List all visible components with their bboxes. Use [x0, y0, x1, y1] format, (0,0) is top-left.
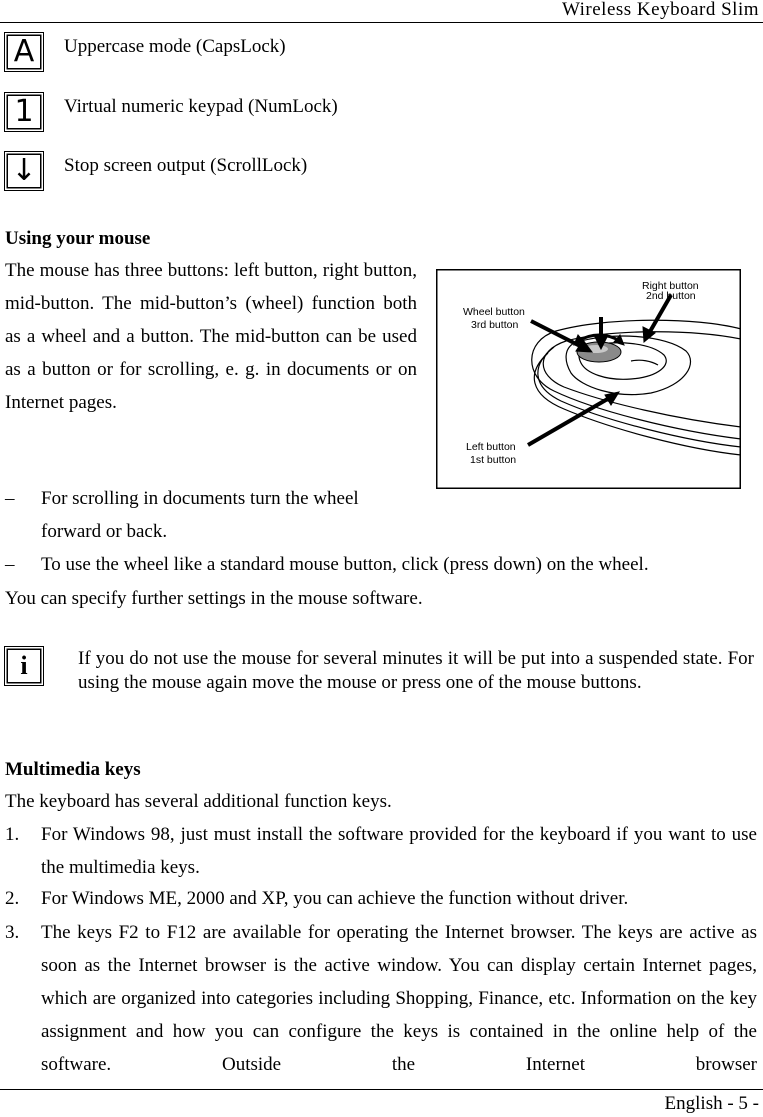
info-icon: i: [4, 646, 44, 686]
bullet-text-line: forward or back.: [41, 521, 168, 542]
list-item-text: For Windows ME, 2000 and XP, you can achieve the function without driver.: [41, 888, 629, 909]
label-right-button: Right button: [642, 280, 699, 292]
list-item-number: 3.: [5, 922, 20, 943]
mouse-software-note: You can specify further settings in the mouse software.: [5, 588, 423, 609]
numlock-label: Virtual numeric keypad (NumLock): [64, 96, 338, 117]
suspend-note: If you do not use the mouse for several minutes it will be put into a suspended state. For using the mouse again move the mouse or press one of the mouse buttons.: [78, 648, 754, 693]
bullet-dash: –: [5, 488, 15, 509]
scrolllock-key-icon: ↓: [4, 151, 44, 191]
scrolllock-label: Stop screen output (ScrollLock): [64, 155, 308, 176]
label-1st-button: 1st button: [470, 454, 517, 466]
list-item-text: For Windows 98, just must install the software provided for the keyboard if you want to use the multimedia keys.: [41, 824, 757, 878]
footer-rule: [0, 1089, 763, 1090]
page-header-title: Wireless Keyboard Slim: [561, 0, 759, 20]
numlock-key-icon: 1: [4, 92, 44, 132]
list-item-text: The keys F2 to F12 are available for operating the Internet browser. The keys are active as soon as the Internet browser is the active window. You can display certain Internet pages, which are organized into categories including Shopping, Finance, etc. Information on the key assignment and how you can configure the keys is contained in the online help of the software. Outside the Internet browser: [41, 922, 757, 1075]
header-rule: [0, 22, 763, 23]
page-number: English - 5 -: [664, 1093, 759, 1114]
bullet-scrolling: [5, 482, 425, 548]
bullet-text-line: For scrolling in documents turn the wheel: [41, 488, 359, 509]
multimedia-intro: The keyboard has several additional function keys.: [5, 791, 392, 812]
mouse-diagram: [436, 269, 741, 489]
capslock-key-icon: A: [4, 32, 44, 72]
label-2nd-button: 2nd button: [646, 290, 696, 302]
label-3rd-button: 3rd button: [471, 319, 519, 331]
bullet-wheel-click: [5, 548, 755, 581]
multimedia-section-heading: Multimedia keys: [5, 759, 141, 780]
list-item-number: 2.: [5, 888, 20, 909]
capslock-label: Uppercase mode (CapsLock): [64, 36, 286, 57]
bullet-dash: –: [5, 554, 15, 575]
mouse-paragraph: The mouse has three buttons: left button, right button, mid-button. The mid-button’s (wheel) function both as a wheel and a button. The mid-button can be used as a button or for scrolling, e. g. in documents or on Internet pages.: [5, 260, 417, 413]
mouse-section-heading: Using your mouse: [5, 228, 151, 249]
label-wheel-button: Wheel button: [463, 306, 525, 318]
bullet-text-line: To use the wheel like a standard mouse button, click (press down) on the wheel.: [41, 554, 649, 575]
label-left-button: Left button: [466, 441, 516, 453]
list-item-number: 1.: [5, 824, 20, 845]
